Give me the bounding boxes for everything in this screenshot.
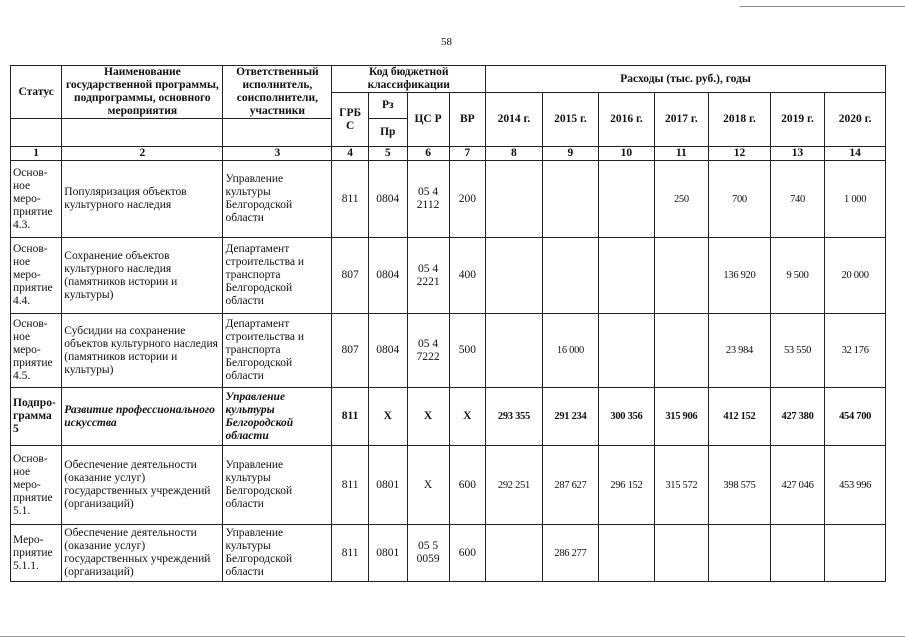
row-grbs: 811 <box>332 388 369 446</box>
row-status: Основ-ное меро-приятие 4.4. <box>11 238 62 314</box>
scan-edge-line <box>740 6 905 7</box>
row-expense-value: 9 500 <box>770 238 824 314</box>
row-csr: 05 4 2112 <box>407 161 449 238</box>
row-expense-value: 23 984 <box>709 314 771 388</box>
row-expense-value: 700 <box>709 161 771 238</box>
row-rzpr: X <box>368 388 407 446</box>
table-row <box>11 525 886 582</box>
row-rzpr: 0801 <box>368 525 407 582</box>
row-vr: 200 <box>449 161 486 238</box>
row-status: Подпро-грамма 5 <box>11 388 62 446</box>
row-executor: Департамент строительства и транспорта Белгородской области <box>223 314 332 388</box>
row-expense-value <box>486 238 543 314</box>
row-expense-value <box>770 525 824 582</box>
row-csr: 05 4 2221 <box>407 238 449 314</box>
header-year: 2020 г. <box>825 93 886 147</box>
row-rzpr: 0801 <box>368 446 407 525</box>
row-name: Сохранение объектов культурного наследия (памятников истории и культуры) <box>62 238 223 314</box>
row-expense-value: 293 355 <box>486 388 543 446</box>
row-expense-value <box>654 238 708 314</box>
row-expense-value: 300 356 <box>599 388 654 446</box>
row-expense-value <box>486 161 543 238</box>
row-grbs: 807 <box>332 238 369 314</box>
row-executor: Управление культуры Белгородской области <box>223 446 332 525</box>
row-expense-value: 427 380 <box>770 388 824 446</box>
row-expense-value <box>599 314 654 388</box>
header-year: 2014 г. <box>486 93 543 147</box>
header-vr: ВР <box>449 93 486 147</box>
column-index: 5 <box>368 147 407 161</box>
row-csr: X <box>407 388 449 446</box>
row-expense-value <box>654 525 708 582</box>
row-expense-value: 1 000 <box>825 161 886 238</box>
row-status: Меро-приятие 5.1.1. <box>11 525 62 582</box>
table-row <box>11 314 886 388</box>
column-index: 13 <box>770 147 824 161</box>
row-grbs: 807 <box>332 314 369 388</box>
row-csr: 05 5 0059 <box>407 525 449 582</box>
column-index-row <box>11 147 886 161</box>
row-name: Обеспечение деятельности (оказание услуг) государственных учреждений (организаций) <box>62 525 223 582</box>
row-name: Популяризация объектов культурного наследия <box>62 161 223 238</box>
header-csr: ЦС Р <box>407 93 449 147</box>
header-executor: Ответственный исполнитель, соисполнители, участники <box>223 66 332 119</box>
row-csr: 05 4 7222 <box>407 314 449 388</box>
row-vr: 600 <box>449 525 486 582</box>
table-row <box>11 161 886 238</box>
row-expense-value: 296 152 <box>599 446 654 525</box>
row-executor: Департамент строительства и транспорта Белгородской области <box>223 238 332 314</box>
header-pr: Пр <box>368 119 407 147</box>
scan-edge-line <box>0 636 905 637</box>
budget-table <box>10 65 886 582</box>
row-expense-value <box>654 314 708 388</box>
row-expense-value <box>599 161 654 238</box>
row-expense-value: 286 277 <box>542 525 599 582</box>
row-expense-value: 287 627 <box>542 446 599 525</box>
table-row <box>11 238 886 314</box>
row-expense-value <box>709 525 771 582</box>
row-grbs: 811 <box>332 525 369 582</box>
row-rzpr: 0804 <box>368 238 407 314</box>
header-status: Статус <box>11 66 62 119</box>
row-executor: Управление культуры Белгородской области <box>223 161 332 238</box>
row-status: Основ-ное меро-приятие 4.3. <box>11 161 62 238</box>
column-index: 10 <box>599 147 654 161</box>
table-row <box>11 388 886 446</box>
row-expense-value <box>599 525 654 582</box>
row-expense-value: 136 920 <box>709 238 771 314</box>
header-year: 2019 г. <box>770 93 824 147</box>
page-number: 58 <box>441 36 452 48</box>
header-year: 2016 г. <box>599 93 654 147</box>
column-index: 4 <box>332 147 369 161</box>
row-grbs: 811 <box>332 446 369 525</box>
row-expense-value: 454 700 <box>825 388 886 446</box>
row-grbs: 811 <box>332 161 369 238</box>
row-expense-value <box>542 161 599 238</box>
row-rzpr: 0804 <box>368 314 407 388</box>
row-expense-value <box>825 525 886 582</box>
header-budget-code: Код бюджетной классификации <box>332 66 486 93</box>
row-name: Субсидии на сохранение объектов культурного наследия (памятников истории и культуры) <box>62 314 223 388</box>
row-executor: Управление культуры Белгородской области <box>223 525 332 582</box>
row-vr: 400 <box>449 238 486 314</box>
row-expense-value: 427 046 <box>770 446 824 525</box>
row-expense-value <box>486 525 543 582</box>
row-expense-value <box>486 314 543 388</box>
row-expense-value: 315 572 <box>654 446 708 525</box>
row-rzpr: 0804 <box>368 161 407 238</box>
column-index: 6 <box>407 147 449 161</box>
column-index: 11 <box>654 147 708 161</box>
row-status: Основ-ное меро-приятие 4.5. <box>11 314 62 388</box>
column-index: 3 <box>223 147 332 161</box>
column-index: 2 <box>62 147 223 161</box>
column-index: 14 <box>825 147 886 161</box>
column-index: 8 <box>486 147 543 161</box>
row-expense-value: 20 000 <box>825 238 886 314</box>
row-expense-value: 291 234 <box>542 388 599 446</box>
row-expense-value: 398 575 <box>709 446 771 525</box>
header-grbs: ГРБ С <box>332 93 369 147</box>
row-expense-value: 315 906 <box>654 388 708 446</box>
header-year: 2017 г. <box>654 93 708 147</box>
column-index: 1 <box>11 147 62 161</box>
row-expense-value: 412 152 <box>709 388 771 446</box>
column-index: 7 <box>449 147 486 161</box>
row-expense-value: 32 176 <box>825 314 886 388</box>
row-expense-value: 292 251 <box>486 446 543 525</box>
column-index: 12 <box>709 147 771 161</box>
row-name: Развитие профессионального искусства <box>62 388 223 446</box>
row-name: Обеспечение деятельности (оказание услуг) государственных учреждений (организаций) <box>62 446 223 525</box>
row-status: Основ-ное меро-приятие 5.1. <box>11 446 62 525</box>
header-year: 2015 г. <box>542 93 599 147</box>
table-row <box>11 446 886 525</box>
row-executor: Управление культуры Белгородской области <box>223 388 332 446</box>
row-expense-value: 250 <box>654 161 708 238</box>
header-rz: Рз <box>368 93 407 119</box>
row-vr: 500 <box>449 314 486 388</box>
column-index: 9 <box>542 147 599 161</box>
row-vr: X <box>449 388 486 446</box>
row-expense-value: 740 <box>770 161 824 238</box>
row-expense-value <box>599 238 654 314</box>
row-vr: 600 <box>449 446 486 525</box>
row-expense-value: 53 550 <box>770 314 824 388</box>
header-expenses: Расходы (тыс. руб.), годы <box>486 66 886 93</box>
header-year: 2018 г. <box>709 93 771 147</box>
row-expense-value: 453 996 <box>825 446 886 525</box>
header-name: Наименование государственной программы, подпрограммы, основного мероприятия <box>62 66 223 119</box>
row-csr: X <box>407 446 449 525</box>
row-expense-value: 16 000 <box>542 314 599 388</box>
row-expense-value <box>542 238 599 314</box>
